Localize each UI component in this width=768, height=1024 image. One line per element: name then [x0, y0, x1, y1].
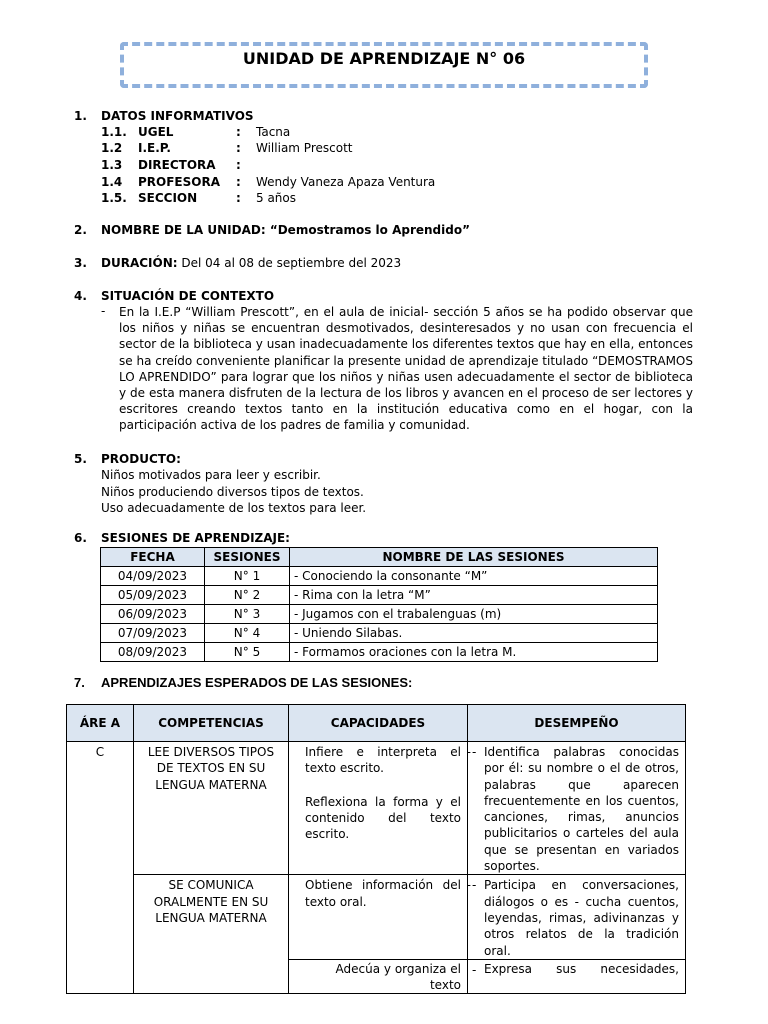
column-header: SESIONES [205, 548, 290, 567]
performance-text: - Participa en conversaciones, diálogos o es - cucha cuentos, leyendas, rimas, adivinanzas y otros relatos de la tradición oral. [468, 875, 685, 958]
session-number: N° 1 [205, 567, 290, 586]
area-cell: C [67, 742, 134, 994]
table-header-row [67, 705, 686, 742]
product-line: Uso adecuadamente de los textos para leer. [101, 501, 367, 515]
duration-value: Del 04 al 08 de septiembre del 2023 [181, 256, 402, 270]
duration-label: DURACIÓN: [101, 256, 178, 270]
section-1-heading: DATOS INFORMATIVOS [101, 109, 254, 123]
performance-text: - Identifica palabras conocidas por él: su nombre o el de otros, palabras que aparecen frecuentemente en los cuentos, canciones, rimas, anuncios publicitarios o carteles del aula que se presentan en variados soportes. [468, 742, 685, 874]
session-date: 06/09/2023 [101, 605, 205, 624]
table-row [101, 605, 658, 624]
section-3-number: 3. [74, 256, 87, 270]
session-name: - Rima con la letra “M” [290, 586, 658, 605]
info-label: I.E.P. [138, 141, 171, 155]
info-colon: : [236, 141, 241, 155]
session-name: - Conociendo la consonante “M” [290, 567, 658, 586]
unit-name: NOMBRE DE LA UNIDAD: “Demostramos lo Aprendido” [101, 223, 470, 237]
info-colon: : [236, 175, 241, 189]
session-number: N° 2 [205, 586, 290, 605]
section-5-number: 5. [74, 452, 87, 466]
info-num: 1.4 [101, 175, 123, 189]
info-label: DIRECTORA [138, 158, 216, 172]
table-row [101, 624, 658, 643]
capacity-cell [289, 959, 468, 994]
section-5-heading: PRODUCTO: [101, 452, 181, 466]
capacity-cell [289, 875, 468, 959]
product-line: Niños motivados para leer y escribir. [101, 468, 321, 482]
session-name: - Uniendo Silabas. [290, 624, 658, 643]
info-label: PROFESORA [138, 175, 221, 189]
column-header: FECHA [101, 548, 205, 567]
performance-cell [468, 875, 686, 959]
info-label: SECCION [138, 191, 198, 205]
context-paragraph: En la I.E.P “William Prescott”, en el aula de inicial- sección 5 años se ha podido observar que los niños y niñas se encuentran desmotivados, desinteresados y no usan con frecuencia el sector de la biblioteca y usan inadecuadamente los diferentes textos que hay en ella, entonces se ha creído conveniente planificar la presente unidad de aprendizaje titulado “DEMOSTRAMOS LO APRENDIDO” para lograr que los niños y niñas usen adecuadamente el sector de biblioteca y de esta manera disfruten de la lectura de los libros y avancen en el proceso de ser lectores y escritores creando textos tanto en la institución educativa como en el hogar, con la participación activa de los padres de familia y comunidad. [119, 305, 693, 433]
table-row [101, 567, 658, 586]
column-header: COMPETENCIAS [134, 705, 289, 742]
table-header-row [101, 548, 658, 567]
learning-table [66, 704, 686, 994]
info-num: 1.3 [101, 158, 123, 172]
info-value: Tacna [256, 125, 291, 139]
table-row [101, 586, 658, 605]
capacity-text: Adecúa y organiza el texto [335, 961, 461, 993]
capacity-text: Infiere e interpreta el texto escrito. - [289, 742, 467, 777]
capacity-cell [289, 742, 468, 875]
context-bullet: - [101, 304, 106, 318]
section-4-heading: SITUACIÓN DE CONTEXTO [101, 289, 275, 303]
duration [101, 255, 401, 271]
info-colon: : [236, 191, 241, 205]
competency-cell: LEE DIVERSOS TIPOS DE TEXTOS EN SU LENGUA MATERNA [134, 742, 289, 875]
session-date: 08/09/2023 [101, 643, 205, 662]
session-date: 07/09/2023 [101, 624, 205, 643]
info-num: 1.5. [101, 191, 127, 205]
performance-cell [468, 959, 686, 994]
column-header: NOMBRE DE LAS SESIONES [290, 548, 658, 567]
section-4-number: 4. [74, 289, 87, 303]
section-6-number: 6. [74, 531, 87, 545]
page-title: UNIDAD DE APRENDIZAJE N° 06 [242, 49, 526, 68]
competency-cell: SE COMUNICA ORALMENTE EN SU LENGUA MATERNA [134, 875, 289, 994]
column-header: DESEMPEÑO [468, 705, 686, 742]
section-6-heading: SESIONES DE APRENDIZAJE: [101, 531, 290, 545]
info-colon: : [236, 158, 241, 172]
session-number: N° 3 [205, 605, 290, 624]
session-name: - Jugamos con el trabalenguas (m) [290, 605, 658, 624]
table-row [67, 742, 686, 875]
table-row [67, 875, 686, 959]
performance-cell [468, 742, 686, 875]
section-1-number: 1. [74, 109, 87, 123]
session-date: 04/09/2023 [101, 567, 205, 586]
capacity-text: Reflexiona la forma y el contenido del texto escrito. [305, 794, 461, 842]
session-number: N° 4 [205, 624, 290, 643]
section-2-number: 2. [74, 223, 87, 237]
product-line: Niños produciendo diversos tipos de textos. [101, 485, 364, 499]
info-num: 1.2 [101, 141, 123, 155]
info-value: 5 años [256, 191, 297, 205]
table-row [101, 643, 658, 662]
info-colon: : [236, 125, 241, 139]
section-7-number: 7. [74, 675, 85, 690]
session-name: - Formamos oraciones con la letra M. [290, 643, 658, 662]
performance-text: - Expresa sus necesidades, [468, 960, 685, 977]
column-header: ÁRE A [67, 705, 134, 742]
sessions-table [100, 547, 658, 662]
capacity-text: Obtiene información del texto oral. - [289, 875, 467, 910]
session-number: N° 5 [205, 643, 290, 662]
section-7-heading: APRENDIZAJES ESPERADOS DE LAS SESIONES: [101, 675, 413, 690]
info-value: William Prescott [256, 141, 353, 155]
info-value: Wendy Vaneza Apaza Ventura [256, 175, 436, 189]
session-date: 05/09/2023 [101, 586, 205, 605]
info-num: 1.1. [101, 125, 127, 139]
column-header: CAPACIDADES [289, 705, 468, 742]
info-label: UGEL [138, 125, 174, 139]
